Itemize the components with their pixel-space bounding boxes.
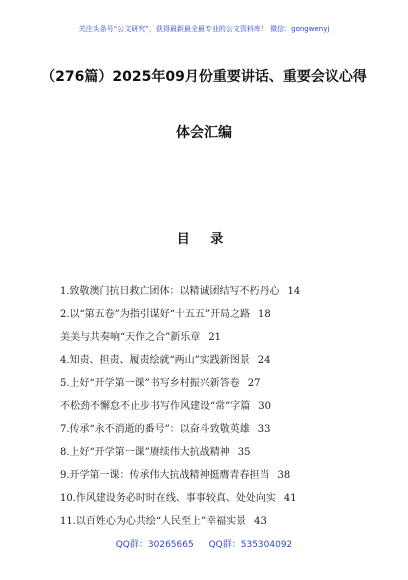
toc-item[interactable] bbox=[60, 418, 390, 441]
toc-item-title: 10.作风建设务必时时在线、事事较真、处处向实 bbox=[60, 493, 276, 504]
toc-item-page: 18 bbox=[258, 309, 271, 320]
toc-item-page: 33 bbox=[257, 424, 271, 435]
toc-item[interactable] bbox=[60, 510, 390, 533]
qq-group-1: QQ群：30265665 bbox=[115, 540, 194, 550]
toc-item-title: 8.上好“开学第一课”赓续伟大抗战精神 bbox=[60, 447, 230, 458]
toc-item[interactable] bbox=[60, 464, 390, 487]
toc-item-title: 4.知责、担责、履责绘就“两山”实践新图景 bbox=[60, 355, 250, 366]
toc-item[interactable] bbox=[60, 487, 390, 510]
toc-item[interactable] bbox=[60, 303, 390, 326]
toc-item-page: 14 bbox=[287, 286, 301, 297]
document-title-line1: （276篇）2025年09月份重要讲话、重要会议心得 bbox=[41, 69, 367, 85]
toc-item[interactable] bbox=[60, 280, 390, 303]
table-of-contents bbox=[60, 280, 390, 533]
toc-item-title: 不松劲不懈怠不止步书写作风建设“常”字篇 bbox=[60, 401, 251, 412]
toc-item-page: 27 bbox=[247, 378, 261, 389]
toc-item-page: 41 bbox=[283, 493, 297, 504]
toc-item[interactable] bbox=[60, 395, 390, 418]
qq-group-2: QQ群：535304092 bbox=[208, 540, 293, 550]
toc-item[interactable] bbox=[60, 326, 390, 349]
toc-item-title: 美美与共奏响“天作之合”新乐章 bbox=[60, 332, 201, 343]
footer-contact bbox=[0, 537, 408, 550]
toc-item[interactable] bbox=[60, 372, 390, 395]
toc-heading: 目 录 bbox=[176, 232, 232, 247]
toc-item[interactable] bbox=[60, 441, 390, 464]
document-title-line2: 体会汇编 bbox=[176, 125, 232, 141]
toc-item-title: 7.传承“永不消逝的番号”：以奋斗致敬英雄 bbox=[60, 424, 250, 435]
toc-item-title: 11.以百姓心为心共绘“人民至上”幸福实景 bbox=[60, 516, 247, 527]
toc-item-title: 2.以“第五卷”为指引谋好“十五五”开局之路 bbox=[60, 309, 250, 320]
header-note: 关注头条号“公文研究”，获得最新最全最专业的公文资料库！ 微信：gongwenyj bbox=[78, 25, 330, 33]
toc-item-page: 38 bbox=[277, 470, 291, 481]
toc-item-page: 35 bbox=[237, 447, 251, 458]
toc-item[interactable] bbox=[60, 349, 390, 372]
toc-item-title: 1.致敬澳门抗日救亡团体：以精诚团结写不朽丹心 bbox=[60, 286, 280, 297]
toc-item-page: 30 bbox=[258, 401, 271, 412]
toc-item-page: 24 bbox=[257, 355, 271, 366]
toc-item-page: 43 bbox=[254, 516, 267, 527]
toc-item-title: 9.开学第一课：传承伟大抗战精神挺膺青春担当 bbox=[60, 470, 270, 481]
toc-item-page: 21 bbox=[208, 332, 221, 343]
toc-item-title: 5.上好“开学第一课”书写乡村振兴新答卷 bbox=[60, 378, 240, 389]
